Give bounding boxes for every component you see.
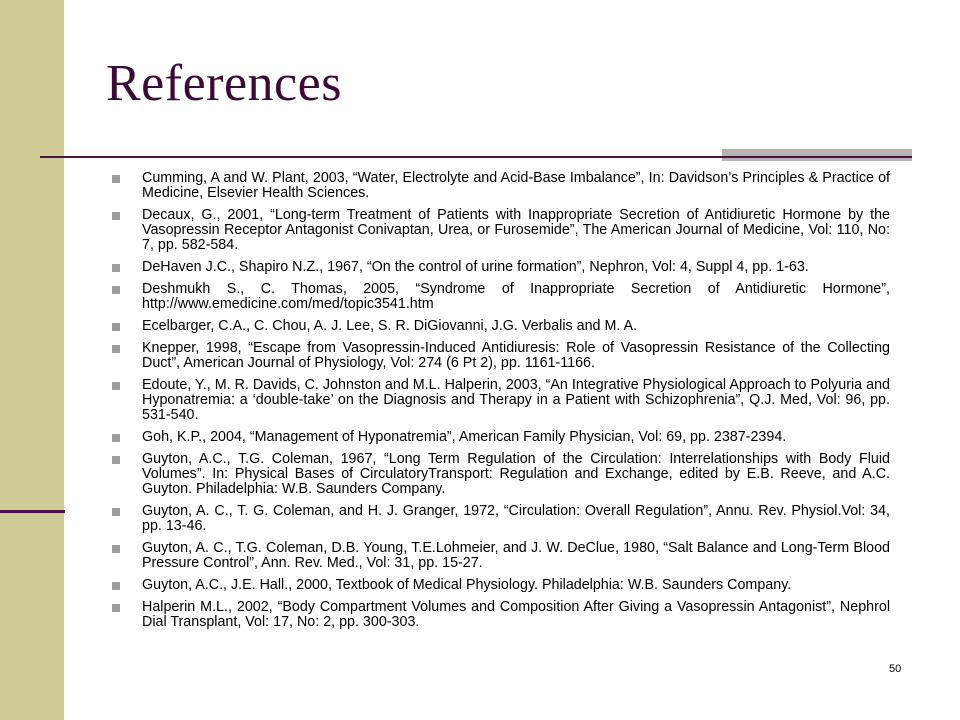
reference-text: Ecelbarger, C.A., C. Chou, A. J. Lee, S. R. DiGiovanni, J.G. Verbalis and M. A. — [142, 318, 638, 334]
reference-item — [110, 282, 890, 312]
reference-item — [110, 260, 890, 275]
square-bullet-icon — [112, 175, 120, 183]
square-bullet-icon — [112, 604, 120, 612]
reference-text: Cumming, A and W. Plant, 2003, “Water, Electrolyte and Acid-Base Imbalance”, In: Davidson’s Principles & Practice of Medicine, Elsevier Health Sciences. — [142, 170, 890, 202]
page-title: References — [106, 55, 342, 112]
reference-item — [110, 578, 890, 593]
reference-text: Guyton, A.C., J.E. Hall., 2000, Textbook of Medical Physiology. Philadelphia: W.B. Saunders Company. — [142, 577, 792, 593]
square-bullet-icon — [112, 323, 120, 331]
square-bullet-icon — [112, 456, 120, 464]
title-divider — [40, 156, 912, 158]
reference-text: Guyton, A. C., T. G. Coleman, and H. J. Granger, 1972, “Circulation: Overall Regulation”, Annu. Rev. Physiol.Vol: 34, pp. 13-46. — [142, 503, 890, 535]
square-bullet-icon — [112, 345, 120, 353]
reference-text: Halperin M.L., 2002, “Body Compartment Volumes and Composition After Giving a Vasopressin Antagonist”, Nephrol Dial Transplant, Vol: 17, No: 2, pp. 300-303. — [142, 598, 890, 630]
square-bullet-icon — [112, 434, 120, 442]
square-bullet-icon — [112, 382, 120, 390]
square-bullet-icon — [112, 212, 120, 220]
title-accent-bar — [722, 149, 912, 156]
square-bullet-icon — [112, 264, 120, 272]
reference-item — [110, 504, 890, 534]
reference-item — [110, 452, 890, 498]
left-band-rule — [0, 510, 65, 513]
reference-text: Goh, K.P., 2004, “Management of Hyponatremia”, American Family Physician, Vol: 69, pp. 2387-2394. — [142, 429, 787, 445]
reference-item — [110, 600, 890, 630]
left-decorative-band — [0, 0, 64, 720]
reference-text: Guyton, A. C., T.G. Coleman, D.B. Young, T.E.Lohmeier, and J. W. DeClue, 1980, “Salt Balance and Long-Term Blood Pressure Control”, Ann. Rev. Med., Vol: 31, pp. 15-27. — [142, 540, 890, 572]
reference-text: Guyton, A.C., T.G. Coleman, 1967, “Long Term Regulation of the Circulation: Interrelationships with Body Fluid Volumes”. In: Physical Bases of CirculatoryTransport: Regulation and Exchange, edited by E.B. Reeve, and A.C. Guyton. Philadelphia: W.B. Saunders Company. — [142, 450, 890, 498]
reference-item — [110, 341, 890, 371]
reference-text: Knepper, 1998, “Escape from Vasopressin-Induced Antidiuresis: Role of Vasopressin Resistance of the Collecting Duct”, American Journal of Physiology, Vol: 274 (6 Pt 2), pp. 1161-1166. — [142, 339, 890, 371]
reference-item — [110, 319, 890, 334]
reference-text: Edoute, Y., M. R. Davids, C. Johnston and M.L. Halperin, 2003, “An Integrative Physiological Approach to Polyuria and Hyponatremia: a ‘double-take’ on the Diagnosis and Therapy in a Patient with Schizophrenia”, Q.J. Med, Vol: 96, pp. 531-540. — [142, 376, 890, 424]
square-bullet-icon — [112, 286, 120, 294]
reference-item — [110, 171, 890, 201]
reference-text: DeHaven J.C., Shapiro N.Z., 1967, “On the control of urine formation”, Nephron, Vol: 4, Suppl 4, pp. 1-63. — [142, 259, 809, 276]
square-bullet-icon — [112, 545, 120, 553]
square-bullet-icon — [112, 508, 120, 516]
page-number: 50 — [889, 663, 902, 675]
reference-item — [110, 208, 890, 254]
title-accent-bar-lower — [722, 158, 912, 161]
square-bullet-icon — [112, 582, 120, 590]
reference-item — [110, 430, 890, 445]
reference-list — [110, 171, 890, 637]
reference-text: Decaux, G., 2001, “Long-term Treatment of Patients with Inappropriate Secretion of Antidiuretic Hormone by the Vasopressin Receptor Antagonist Conivaptan, Urea, or Furosemide”, The American Journal of Medicine, Vol: 110, No: 7, pp. 582-584. — [142, 207, 890, 254]
reference-item — [110, 541, 890, 571]
reference-text: Deshmukh S., C. Thomas, 2005, “Syndrome of Inappropriate Secretion of Antidiuretic Hormone”, http://www.emedicine.com/med/topic3541.htm — [142, 281, 890, 313]
reference-item — [110, 378, 890, 424]
